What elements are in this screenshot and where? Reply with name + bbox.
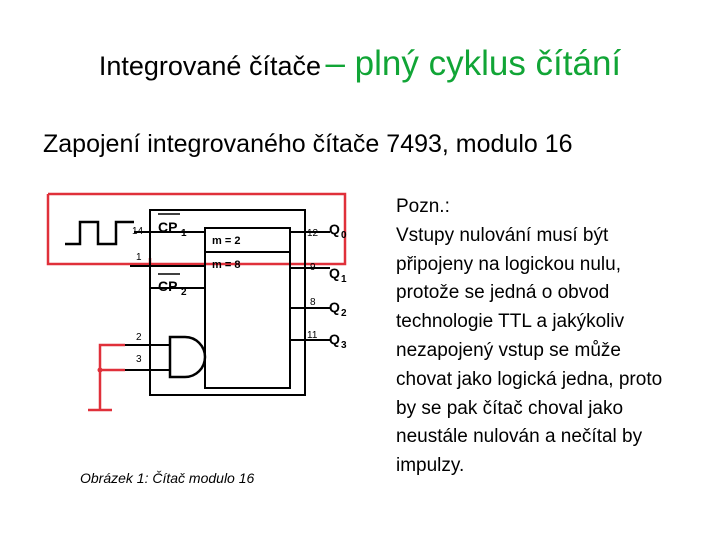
- q0-label: Q: [329, 221, 340, 237]
- note-line: neustále nulován a nečítal by: [396, 426, 643, 448]
- q3-label: Q: [329, 331, 340, 347]
- note-line: Vstupy nulování musí být: [396, 224, 609, 246]
- q2-label: Q: [329, 299, 340, 315]
- cp2-sub: 2: [181, 287, 187, 298]
- ground-wire: [88, 345, 125, 410]
- note-line: připojeny na logickou nulu,: [396, 253, 621, 275]
- pin-2: 2: [136, 332, 142, 343]
- counter-7493-diagram: [40, 190, 360, 420]
- cp1-label: CP: [158, 219, 178, 235]
- junction-dot: [98, 368, 103, 373]
- pin-3: 3: [136, 354, 142, 365]
- title-accent: – plný cyklus čítání: [325, 44, 622, 83]
- q1-sub: 1: [341, 274, 347, 285]
- q3-sub: 3: [341, 340, 347, 351]
- slide-title: [0, 44, 720, 84]
- q0-sub: 0: [341, 230, 347, 241]
- note-line: chovat jako logická jedna, proto: [396, 368, 663, 390]
- note-line: Pozn.:: [396, 196, 450, 217]
- q1-label: Q: [329, 265, 340, 281]
- note-line: impulzy.: [396, 455, 465, 477]
- pin-11: 11: [307, 330, 318, 341]
- clock-signal-icon: [65, 222, 134, 244]
- pin-12: 12: [307, 228, 319, 239]
- note-text: [396, 193, 716, 481]
- q2-sub: 2: [341, 308, 347, 319]
- block-m2-label: m = 2: [212, 235, 241, 247]
- slide-subtitle: Zapojení integrovaného čítače 7493, modulo 16: [43, 130, 573, 158]
- pin-9: 9: [310, 262, 316, 273]
- pin-14: 14: [132, 226, 144, 237]
- cp2-label: CP: [158, 278, 178, 294]
- note-line: protože se jedná o obvod: [396, 282, 610, 304]
- pin-8: 8: [310, 297, 316, 308]
- title-main: Integrované čítače: [98, 51, 321, 81]
- cp1-sub: 1: [181, 228, 187, 239]
- note-line: technologie TTL a jakýkoliv: [396, 311, 625, 333]
- figure-caption: Obrázek 1: Čítač modulo 16: [80, 470, 255, 486]
- note-line: by se pak čítač choval jako: [396, 397, 624, 419]
- and-gate-icon: [170, 337, 205, 377]
- note-line: nezapojený vstup se může: [396, 339, 621, 361]
- pin-1: 1: [136, 252, 142, 263]
- block-m8-label: m = 8: [212, 259, 241, 271]
- feedback-wire: [48, 194, 345, 264]
